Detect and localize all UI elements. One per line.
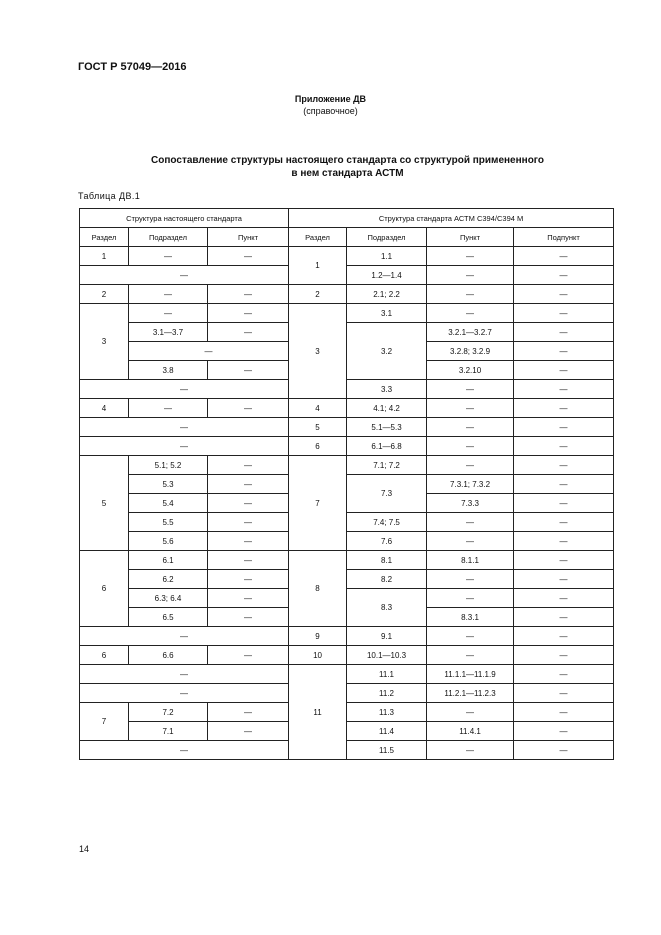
table-cell: — (427, 266, 514, 285)
table-column-header-row (80, 228, 614, 247)
table-row (80, 418, 614, 437)
table-row (80, 665, 614, 684)
table-row (80, 266, 614, 285)
table-row (80, 589, 614, 608)
table-cell: — (514, 551, 614, 570)
table-cell: — (80, 418, 289, 437)
table-cell: 3.1 (347, 304, 427, 323)
table-cell: 6 (80, 551, 129, 627)
table-cell: — (514, 665, 614, 684)
table-row (80, 399, 614, 418)
table-cell: 6.5 (129, 608, 208, 627)
table-cell: — (514, 646, 614, 665)
table-cell: — (514, 323, 614, 342)
table-cell: 7.3.3 (427, 494, 514, 513)
table-cell: 5.3 (129, 475, 208, 494)
table-cell: — (80, 684, 289, 703)
table-cell: 3.2.8; 3.2.9 (427, 342, 514, 361)
table-row (80, 323, 614, 342)
table-cell: — (427, 456, 514, 475)
table-cell: 9 (289, 627, 347, 646)
table-cell: 5.1; 5.2 (129, 456, 208, 475)
table-cell: — (208, 247, 289, 266)
table-cell: — (208, 722, 289, 741)
table-cell: 8.3.1 (427, 608, 514, 627)
table-cell: — (208, 494, 289, 513)
group-header-this-standard: Структура настоящего стандарта (80, 209, 289, 228)
table-cell: 5 (289, 418, 347, 437)
table-cell: — (80, 741, 289, 760)
table-cell: — (208, 285, 289, 304)
table-cell: — (514, 608, 614, 627)
table-cell: 1.2—1.4 (347, 266, 427, 285)
column-header: Пункт (208, 228, 289, 247)
table-cell: — (514, 722, 614, 741)
table-cell: — (80, 380, 289, 399)
table-cell: — (514, 437, 614, 456)
table-cell: — (427, 418, 514, 437)
group-header-astm-standard: Структура стандарта АСТМ С394/С394 М (289, 209, 614, 228)
table-cell: — (514, 494, 614, 513)
table-cell: — (208, 323, 289, 342)
table-cell: 11 (289, 665, 347, 760)
table-cell: — (427, 589, 514, 608)
table-row (80, 380, 614, 399)
table-cell: — (514, 399, 614, 418)
table-cell: — (427, 247, 514, 266)
table-cell: — (514, 380, 614, 399)
table-cell: — (427, 437, 514, 456)
table-cell: — (208, 608, 289, 627)
column-header: Подпункт (514, 228, 614, 247)
table-row (80, 684, 614, 703)
table-cell: — (514, 342, 614, 361)
page-number: 14 (79, 844, 90, 854)
table-cell: 8.2 (347, 570, 427, 589)
table-cell: 2 (80, 285, 129, 304)
table-row (80, 722, 614, 741)
table-cell: — (427, 570, 514, 589)
table-cell: 3 (289, 304, 347, 399)
table-cell: — (427, 513, 514, 532)
table-cell: — (208, 589, 289, 608)
table-cell: 11.3 (347, 703, 427, 722)
table-cell: 10.1—10.3 (347, 646, 427, 665)
table-cell: 8.1 (347, 551, 427, 570)
table-cell: 7.3 (347, 475, 427, 513)
column-header: Пункт (427, 228, 514, 247)
table-cell: — (514, 513, 614, 532)
table-cell: 6.3; 6.4 (129, 589, 208, 608)
table-cell: — (514, 266, 614, 285)
table-cell: 6 (80, 646, 129, 665)
table-cell: — (514, 627, 614, 646)
table-cell: — (514, 285, 614, 304)
table-cell: — (514, 418, 614, 437)
table-cell: 1 (289, 247, 347, 285)
table-row (80, 247, 614, 266)
table-group-header-row (80, 209, 614, 228)
table-cell: 9.1 (347, 627, 427, 646)
document-title-line-1: Сопоставление структуры настоящего стандарта со структурой примененного (151, 155, 544, 166)
table-cell: — (208, 646, 289, 665)
table-cell: 7.1; 7.2 (347, 456, 427, 475)
table-cell: — (514, 304, 614, 323)
appendix-title: Приложение ДВ (294, 94, 367, 104)
comparison-table (79, 208, 614, 760)
table-cell: 6 (289, 437, 347, 456)
table-cell: — (80, 437, 289, 456)
table-cell: 1 (80, 247, 129, 266)
standard-number: ГОСТ Р 57049—2016 (78, 61, 187, 73)
table-cell: 3 (80, 304, 129, 380)
table-cell: — (427, 304, 514, 323)
column-header: Раздел (80, 228, 129, 247)
table-row (80, 551, 614, 570)
table-row (80, 570, 614, 589)
table-cell: — (208, 304, 289, 323)
table-cell: — (208, 475, 289, 494)
table-cell: 7.1 (129, 722, 208, 741)
table-cell: 3.2.1—3.2.7 (427, 323, 514, 342)
table-cell: 11.5 (347, 741, 427, 760)
table-cell: — (427, 741, 514, 760)
table-cell: 11.2.1—11.2.3 (427, 684, 514, 703)
table-cell: — (208, 456, 289, 475)
appendix-note: (справочное) (303, 106, 358, 116)
table-cell: — (514, 532, 614, 551)
table-row (80, 437, 614, 456)
table-row (80, 285, 614, 304)
table-row (80, 513, 614, 532)
table-cell: — (514, 456, 614, 475)
table-cell: 7.6 (347, 532, 427, 551)
table-cell: — (427, 399, 514, 418)
table-cell: 11.1.1—11.1.9 (427, 665, 514, 684)
table-cell: 7 (289, 456, 347, 551)
table-cell: 4 (289, 399, 347, 418)
table-cell: 3.3 (347, 380, 427, 399)
table-cell: 8.1.1 (427, 551, 514, 570)
table-cell: 7 (80, 703, 129, 741)
table-row (80, 646, 614, 665)
table-cell: 6.1 (129, 551, 208, 570)
table-cell: — (514, 475, 614, 494)
table-cell: — (129, 342, 289, 361)
table-cell: 8.3 (347, 589, 427, 627)
table-cell: — (208, 703, 289, 722)
table-cell: — (514, 247, 614, 266)
column-header: Раздел (289, 228, 347, 247)
table-cell: — (208, 361, 289, 380)
table-cell: 3.1—3.7 (129, 323, 208, 342)
table-cell: 11.4 (347, 722, 427, 741)
table-cell: 3.2.10 (427, 361, 514, 380)
table-caption: Таблица ДВ.1 (78, 191, 141, 201)
document-title-line-2: в нем стандарта АСТМ (291, 168, 404, 179)
table-cell: 2.1; 2.2 (347, 285, 427, 304)
column-header: Подраздел (129, 228, 208, 247)
table-cell: 7.2 (129, 703, 208, 722)
table-cell: — (427, 627, 514, 646)
table-cell: — (80, 266, 289, 285)
table-cell: — (514, 361, 614, 380)
table-cell: 6.2 (129, 570, 208, 589)
table-cell: — (80, 627, 289, 646)
table-cell: — (427, 532, 514, 551)
table-cell: 11.4.1 (427, 722, 514, 741)
table-row (80, 475, 614, 494)
document-title (60, 154, 635, 180)
table-cell: 7.4; 7.5 (347, 513, 427, 532)
table-cell: — (208, 513, 289, 532)
table-cell: — (208, 532, 289, 551)
appendix-heading (0, 93, 661, 117)
table-cell: 10 (289, 646, 347, 665)
table-row (80, 532, 614, 551)
table-cell: — (208, 551, 289, 570)
table-cell: — (208, 399, 289, 418)
table-cell: — (514, 741, 614, 760)
table-cell: — (427, 703, 514, 722)
table-cell: — (80, 665, 289, 684)
table-cell: — (514, 703, 614, 722)
table-cell: 11.2 (347, 684, 427, 703)
table-row (80, 703, 614, 722)
table-cell: 2 (289, 285, 347, 304)
table-cell: 5.6 (129, 532, 208, 551)
table-cell: 3.8 (129, 361, 208, 380)
table-cell: 5 (80, 456, 129, 551)
table-cell: — (427, 380, 514, 399)
table-cell: 6.6 (129, 646, 208, 665)
table-cell: 4 (80, 399, 129, 418)
table-row (80, 304, 614, 323)
table-cell: 5.5 (129, 513, 208, 532)
table-cell: — (427, 646, 514, 665)
table-cell: 1.1 (347, 247, 427, 266)
table-cell: — (514, 570, 614, 589)
table-cell: — (129, 399, 208, 418)
table-row (80, 627, 614, 646)
table-cell: 11.1 (347, 665, 427, 684)
table-cell: — (514, 589, 614, 608)
table-cell: — (129, 304, 208, 323)
table-cell: 4.1; 4.2 (347, 399, 427, 418)
table-cell: — (129, 247, 208, 266)
table-cell: 6.1—6.8 (347, 437, 427, 456)
column-header: Подраздел (347, 228, 427, 247)
table-cell: 8 (289, 551, 347, 627)
table-cell: 3.2 (347, 323, 427, 380)
table-cell: — (208, 570, 289, 589)
table-cell: — (129, 285, 208, 304)
table-cell: — (514, 684, 614, 703)
table-cell: 5.1—5.3 (347, 418, 427, 437)
table-cell: 7.3.1; 7.3.2 (427, 475, 514, 494)
table-cell: — (427, 285, 514, 304)
table-cell: 5.4 (129, 494, 208, 513)
table-row (80, 741, 614, 760)
table-row (80, 456, 614, 475)
